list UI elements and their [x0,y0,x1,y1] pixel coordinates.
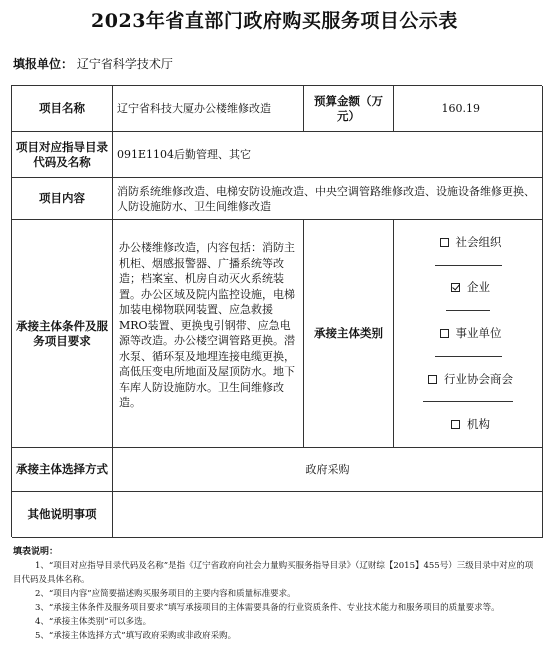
category-option-label: 社会组织 [455,234,502,249]
note-item: 2、“项目内容”应简要描述购买服务项目的主要内容和质量标准要求。 [35,589,296,599]
checkbox-checked-icon[interactable] [451,283,460,292]
checkbox-icon[interactable] [440,238,449,247]
category-option-agency[interactable] [446,402,490,447]
category-options [394,220,543,448]
project-name-label: 项目名称 [12,86,113,132]
budget-value: 160.19 [394,86,543,132]
budget-label: 预算金额（万元） [304,86,394,132]
page-title: 2023年省直部门政府购买服务项目公示表 [91,10,458,32]
guide-code-value: 091E1104后勤管理、其它 [113,132,543,178]
fill-instructions [13,545,541,643]
filler-unit [13,55,173,72]
checkbox-icon[interactable] [451,420,460,429]
filler-unit-value: 辽宁省科学技术厅 [76,57,173,71]
note-item: 4、“承接主体类别”可以多选。 [35,617,152,627]
category-option-industry-association[interactable] [423,357,513,403]
category-option-label: 事业单位 [455,325,502,340]
content-value: 消防系统维修改造、电梯安防设施改造、中央空调管路维修改造、设施设备维修更换、人防设施防水、卫生间维修改造 [113,178,543,220]
category-option-social-org[interactable] [435,220,502,266]
announcement-table [11,85,542,537]
note-item: 1、“项目对应指导目录代码及名称”是指《辽宁省政府向社会力量购买服务指导目录》（辽财综【2015】455号）三级目录中对应的项目代码及具体名称。 [13,561,534,585]
checkbox-icon[interactable] [440,329,449,338]
project-name-value: 辽宁省科技大厦办公楼维修改造 [113,86,304,132]
guide-code-label: 项目对应指导目录代码及名称 [12,132,113,178]
note-item: 5、“承接主体选择方式”填写政府采购或非政府采购。 [35,631,237,641]
category-option-enterprise[interactable] [446,266,490,312]
note-item: 3、“承接主体条件及服务项目要求”填写承接项目的主体需要具备的行业资质条件、专业技术能力和服务项目的质量要求等。 [35,603,500,613]
notes-title: 填表说明： [13,547,59,557]
other-label: 其他说明事项 [12,492,113,538]
selection-label: 承接主体选择方式 [12,448,113,492]
checkbox-icon[interactable] [428,375,437,384]
category-option-label: 行业协会商会 [444,371,513,386]
category-option-public-institution[interactable] [435,311,502,357]
other-value [113,492,543,538]
content-label: 项目内容 [12,178,113,220]
category-option-label: 机构 [467,417,490,432]
filler-unit-label: 填报单位： [13,57,74,71]
requirements-value: 办公楼维修改造，内容包括：消防主机柜、烟感报警器、广播系统等改造；档案室、机房自动灭火系统装置。办公区域及院内监控设施，电梯加装电梯物联网装置、应急救援MRO装置、更换曳引钢带、应急电源等改造。办公楼空调管路更换。潜水泵、循环泵及地埋连接电缆更换，高低压变电所地面及屋顶防水。地下车库人防设施防水。卫生间维修改造。 [113,220,304,448]
selection-value: 政府采购 [113,448,543,492]
category-label: 承接主体类别 [304,220,394,448]
requirements-label: 承接主体条件及服务项目要求 [12,220,113,448]
category-option-label: 企业 [467,280,490,295]
